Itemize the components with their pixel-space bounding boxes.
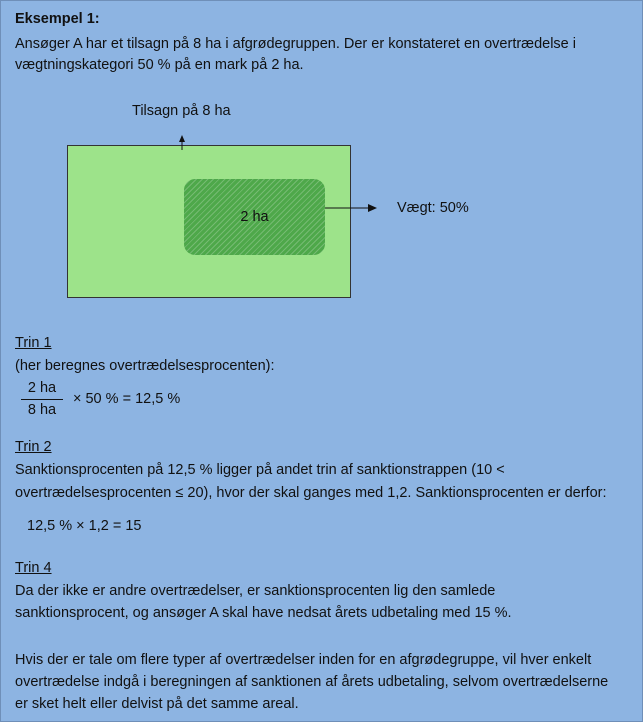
intro-line-1: Ansøger A har et tilsagn på 8 ha i afgrødegruppen. Der er konstateret en overtrædelse i <box>15 36 576 52</box>
fraction <box>21 379 63 420</box>
closing-line-2: overtrædelse indgå i beregningen af sanktionen af årets udbetaling, selvom overtrædelserne <box>15 674 609 690</box>
fraction-denominator: 8 ha <box>27 402 57 418</box>
trin1-text: (her beregnes overtrædelsesprocenten): <box>15 358 275 374</box>
trin2-line-1: Sanktionsprocenten på 12,5 % ligger på andet trin af sanktionstrappen (10 < <box>15 462 505 478</box>
example-title: Eksempel 1: <box>15 11 100 27</box>
trin4-heading: Trin 4 <box>15 560 52 576</box>
closing-line-3: er sket helt eller delvist på det samme areal. <box>15 696 299 712</box>
closing-line-1: Hvis der er tale om flere typer af overtrædelser inden for en afgrødegruppe, vil hver enkelt <box>15 652 592 668</box>
trin2-formula: 12,5 % × 1,2 = 15 <box>27 518 142 534</box>
commitment-label: Tilsagn på 8 ha <box>132 103 231 119</box>
violation-field-rectangle <box>184 179 325 255</box>
fraction-numerator: 2 ha <box>27 380 57 396</box>
intro-line-2: vægtningskategori 50 % på en mark på 2 ha. <box>15 57 304 73</box>
fraction-bar <box>21 399 63 400</box>
trin4-line-1: Da der ikke er andre overtrædelser, er sanktionsprocenten lig den samlede <box>15 583 496 599</box>
trin2-line-2: overtrædelsesprocenten ≤ 20), hvor der skal ganges med 1,2. Sanktionsprocenten er derfor: <box>15 485 607 501</box>
trin4-line-2: sanktionsprocent, og ansøger A skal have nedsat årets udbetaling med 15 %. <box>15 605 512 621</box>
trin1-heading: Trin 1 <box>15 335 52 351</box>
weight-label: Vægt: 50% <box>397 200 469 216</box>
trin2-heading: Trin 2 <box>15 439 52 455</box>
field-area-label: 2 ha <box>240 209 269 225</box>
fraction-result: × 50 % = 12,5 % <box>73 391 181 407</box>
